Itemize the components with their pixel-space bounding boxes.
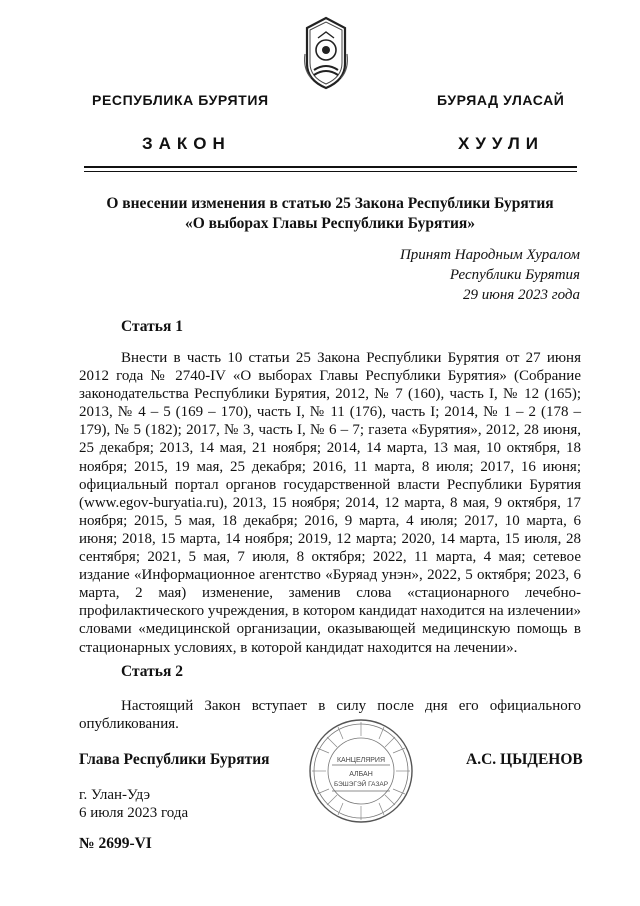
coat-of-arms-icon xyxy=(301,14,351,92)
law-title-line-2: «О выборах Главы Республики Бурятия» xyxy=(184,215,476,232)
signing-date: 6 июля 2023 года xyxy=(79,805,189,821)
adoption-line-1: Принят Народным Хуралом xyxy=(399,247,580,263)
law-label-bua: ХУУЛИ xyxy=(458,134,544,153)
signing-place: г. Улан-Удэ xyxy=(79,787,151,803)
article-2-heading: Статья 2 xyxy=(121,663,183,680)
law-title-line-1: О внесении изменения в статью 25 Закона Республики Бурятия xyxy=(106,195,554,212)
header-rule-thin xyxy=(84,171,577,172)
article-1-text: Внести в часть 10 статьи 25 Закона Республики Бурятия от 27 июня 2012 года № 2740-IV «О выборах Главы Республики Бурятия» (Собрание законодательства Республики Бурятия, 2012, № 7 (160), часть I, № 12 (165); 2013, № 4 – 5 (169 – 170), часть I, № 11 (176), часть I; 2014, № 1 – 2 (178 – 179), № 5 (182); 2017, № 3, часть I, № 6 – 7; газета «Бурятия», 2012, 28 июня, 25 декабря; 2013, 14 мая, 21 ноября; 2014, 14 марта, 13 мая, 10 октября, 18 ноября; 2015, 19 мая, 25 декабря; 2016, 11 марта, 8 июля; 2017, 16 июня; официальный портал органов государственной власти Республики Бурятия (www.egov-buryatia.ru), 2013, 15 ноября; 2014, 12 марта, 8 мая, 9 октября, 17 ноября; 2015, 5 мая, 18 декабря; 2016, 9 марта, 4 июля; 2017, 10 марта, 6 июня; 2018, 15 марта, 14 ноября; 2019, 12 марта; 2020, 14 марта, 15 июля, 28 сентября; 2021, 5 мая, 7 июля, 8 октября; 2022, 11 марта, 4 мая; сетевое издание «Информационное агентство «Буряад унэн», 2022, 5 октября; 2023, 6 марта, 2 мая) изменение, заменив слова «стационарного лечебно-профилактического учреждения, в котором кандидат находится на излечении» словами «медицинской организации, оказывающей медицинскую помощь в стационарных условиях, в которой кандидат находится на лечении». xyxy=(79,350,581,656)
adoption-note xyxy=(380,245,580,305)
republic-name-bua: БУРЯАД УЛАСАЙ xyxy=(437,92,565,108)
adoption-date: 29 июня 2023 года xyxy=(463,287,580,303)
official-seal xyxy=(308,718,414,824)
law-title xyxy=(80,194,580,234)
article-1-heading: Статья 1 xyxy=(121,318,183,335)
signatory-name: А.С. ЦЫДЕНОВ xyxy=(466,751,583,768)
article-2-text: Настоящий Закон вступает в силу после дня его официального опубликования. xyxy=(79,698,581,733)
stamp-text-line-2: АЛБАН xyxy=(349,771,373,778)
law-label-ru: ЗАКОН xyxy=(142,134,231,153)
law-number: № 2699-VI xyxy=(79,835,152,852)
republic-name-ru: РЕСПУБЛИКА БУРЯТИЯ xyxy=(92,92,269,108)
adoption-line-2: Республики Бурятия xyxy=(449,267,580,283)
stamp-text-line-1: КАНЦЕЛЯРИЯ xyxy=(336,757,386,764)
stamp-text-line-3: БЭШЭГЭЙ ГАЗАР xyxy=(333,781,389,788)
signatory-position: Глава Республики Бурятия xyxy=(79,751,270,768)
header-rule-thick xyxy=(84,166,577,168)
